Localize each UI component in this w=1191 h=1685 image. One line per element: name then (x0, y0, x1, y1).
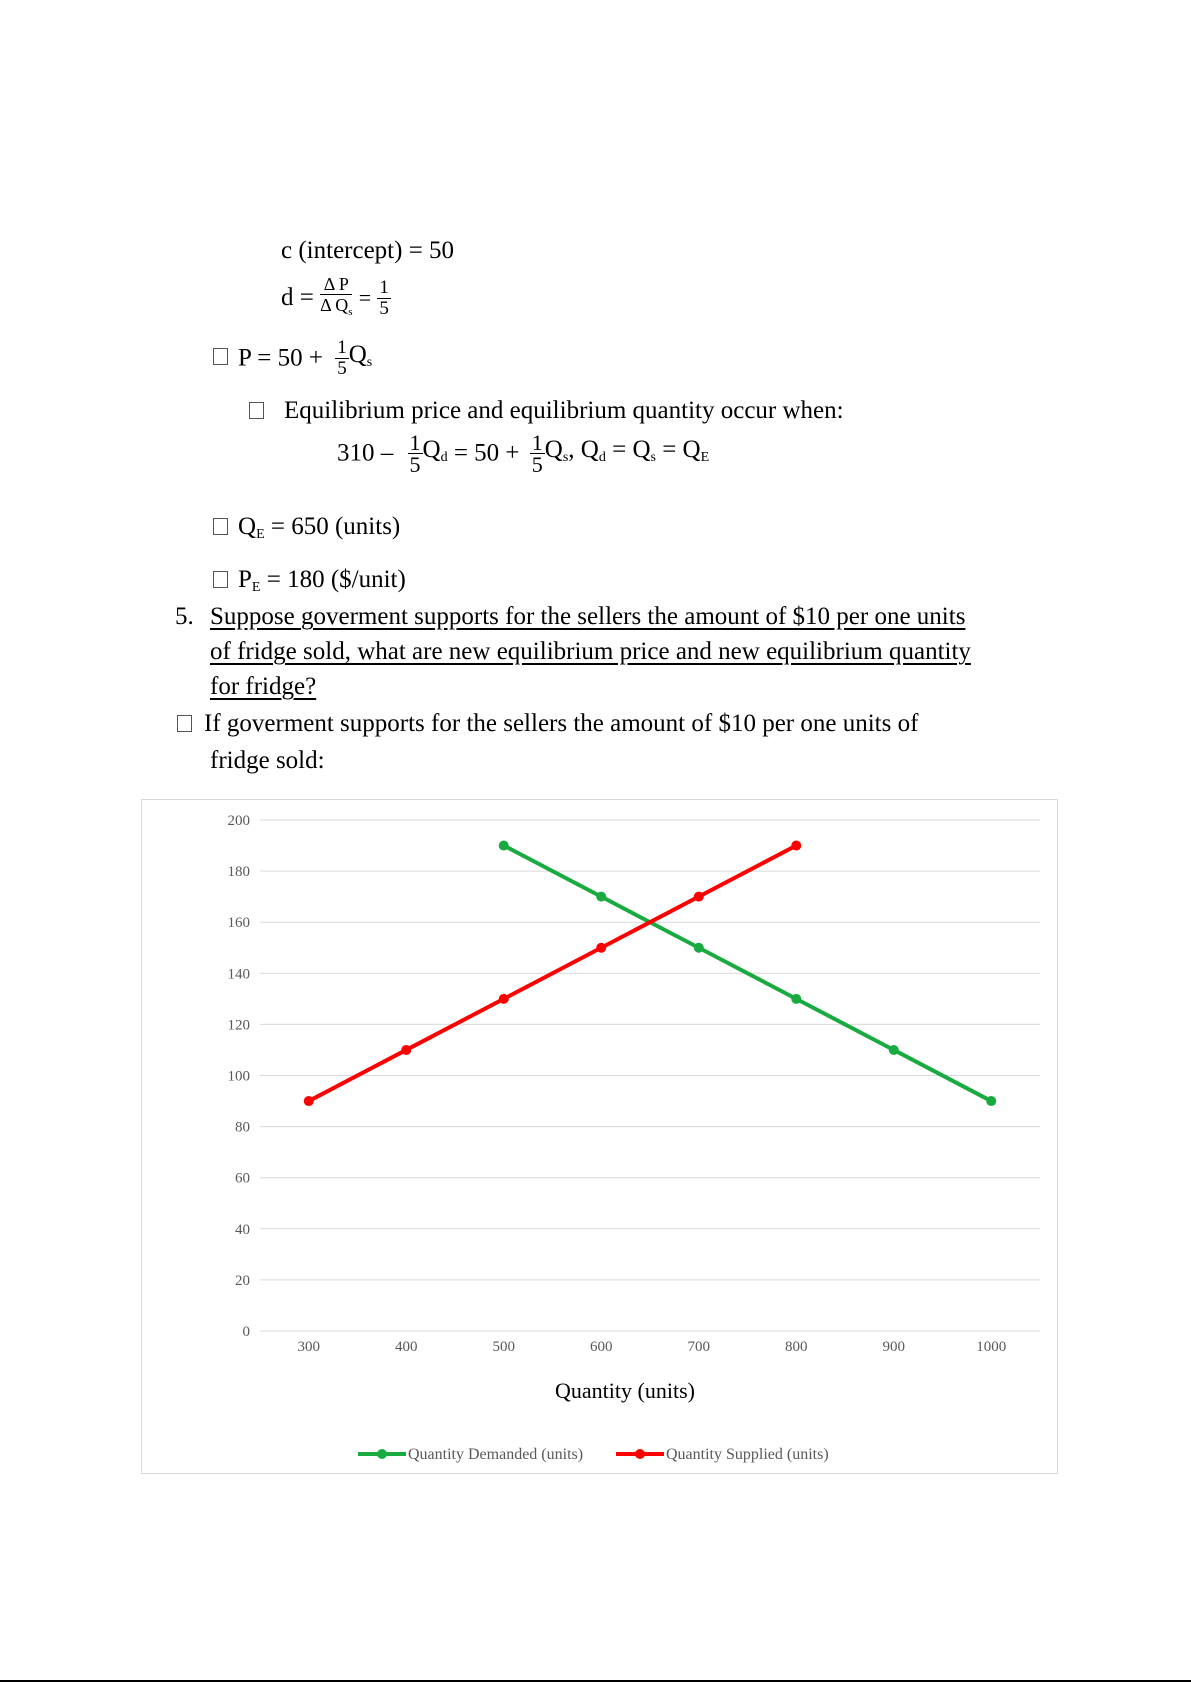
answer-line-1-text: If goverment supports for the sellers the amount of $10 per one units of (204, 710, 919, 737)
qd-sub: d (440, 449, 448, 465)
y-tick-label: 200 (227, 813, 250, 829)
numerator: 1 (531, 430, 543, 455)
y-tick-labels (228, 813, 251, 1340)
x-tick-label: 400 (395, 1339, 418, 1355)
x-tick-label: 700 (687, 1339, 710, 1355)
demand-point (986, 1096, 996, 1106)
x-axis-label: Quantity (units) (555, 1378, 695, 1403)
supply-point (401, 1045, 411, 1055)
y-tick-label: 0 (242, 1324, 250, 1340)
eq-tail-sub-e: E (700, 449, 710, 465)
page-bottom-rule (0, 1680, 1191, 1682)
numerator: 1 (337, 337, 347, 358)
p-line-lhs: P = 50 + (238, 344, 323, 372)
qd-text: Q (422, 435, 441, 463)
eq-tail-a: , Q (568, 435, 599, 463)
supply-point (694, 892, 704, 902)
qe-text: Q (238, 513, 257, 540)
checkbox-glyph-icon (213, 571, 228, 588)
delta-qs (320, 295, 352, 322)
x-tick-label: 800 (785, 1339, 808, 1355)
y-tick-label: 160 (227, 915, 250, 932)
answer-line-2: fridge sold: (210, 747, 325, 774)
question-line-1: Suppose goverment supports for the sellers the amount of $10 per one units (210, 603, 966, 630)
qs-text: Q (348, 340, 367, 368)
supply-point (499, 994, 509, 1004)
eq-tail-b: = Q (612, 435, 651, 463)
answer-line-1 (177, 709, 918, 739)
slope-line (281, 274, 391, 322)
x-tick-label: 900 (882, 1339, 905, 1355)
denominator: 5 (337, 358, 347, 379)
equilibrium-equation (337, 432, 709, 475)
y-tick-label: 80 (235, 1119, 250, 1136)
delta-p: Δ P (320, 274, 352, 295)
eq-qs-sub: s (562, 449, 569, 465)
y-tick-label: 140 (227, 966, 250, 983)
legend-swatch-marker (635, 1449, 645, 1459)
pe-sub: E (251, 580, 261, 595)
eq-mid: = 50 + (453, 439, 520, 467)
pe-line (213, 565, 406, 603)
demand-point (694, 943, 704, 953)
denominator: 5 (379, 297, 389, 319)
one-fifth-fraction (530, 432, 545, 475)
qd-term (423, 436, 448, 463)
equilibrium-intro-text: Equilibrium price and equilibrium quantity occur when: (284, 397, 844, 424)
checkbox-glyph-icon (249, 402, 264, 419)
qe-value: = 650 (units) (270, 513, 401, 540)
one-fifth-fraction (377, 278, 391, 319)
y-tick-label: 100 (227, 1068, 250, 1085)
supply-point (791, 841, 801, 851)
y-tick-label: 180 (227, 864, 250, 881)
grid-layer (260, 820, 1040, 1331)
checkbox-glyph-icon (177, 715, 192, 732)
pe-value: = 180 ($/unit) (266, 566, 406, 593)
supply-point (304, 1096, 314, 1106)
eq-tail (545, 436, 709, 463)
denominator: 5 (531, 452, 543, 477)
numerator: 1 (379, 276, 389, 298)
x-tick-labels (298, 1339, 1007, 1355)
eq-tail-sub-d: d (598, 449, 606, 465)
eq-tail-c: = Q (662, 435, 701, 463)
x-tick-label: 600 (590, 1339, 613, 1355)
qs-term (349, 341, 373, 368)
equilibrium-intro-line (249, 396, 844, 426)
checkbox-glyph-icon (213, 348, 228, 365)
one-fifth-fraction (408, 432, 423, 475)
question-number: 5. (175, 603, 194, 630)
one-fifth-fraction (335, 338, 349, 379)
intercept-line (281, 236, 454, 266)
y-tick-label: 40 (235, 1221, 250, 1238)
demand-point (791, 994, 801, 1004)
legend (358, 1446, 829, 1463)
numerator: 1 (409, 430, 421, 455)
y-tick-label: 20 (235, 1272, 250, 1289)
eq-qs-text: Q (544, 435, 563, 463)
demand-point (596, 892, 606, 902)
delta-qs-sub: s (348, 306, 353, 318)
denominator: 5 (409, 452, 421, 477)
delta-qs-text: Δ Q (320, 295, 349, 315)
qe-line (213, 512, 400, 550)
intercept-text: c (intercept) = 50 (281, 237, 455, 264)
eq-left: 310 – (337, 439, 394, 467)
chart-frame (141, 799, 1058, 1474)
delta-fraction (320, 274, 352, 322)
demand-point (499, 841, 509, 851)
legend-label: Quantity Demanded (units) (408, 1446, 584, 1463)
checkbox-glyph-icon (213, 518, 228, 535)
x-tick-label: 300 (297, 1339, 320, 1355)
legend-swatch-marker (377, 1449, 387, 1459)
qe-sub: E (256, 527, 265, 542)
pe-text: P (238, 566, 252, 593)
x-tick-label: 500 (492, 1339, 515, 1355)
price-supply-line (213, 338, 372, 379)
question-line-3: for fridge? (210, 673, 317, 700)
y-tick-label: 60 (235, 1170, 250, 1187)
y-tick-label: 120 (227, 1017, 250, 1034)
qs-sub: s (366, 354, 373, 370)
legend-label: Quantity Supplied (units) (666, 1446, 829, 1463)
supply-point (596, 943, 606, 953)
d-lhs: d = (281, 284, 314, 311)
x-tick-label: 1000 (976, 1339, 1007, 1355)
question-line-2: of fridge sold, what are new equilibrium price and new equilibrium quantity (210, 638, 971, 665)
eq-tail-sub-s: s (650, 449, 656, 465)
equals-sign: = (358, 285, 372, 310)
supply-demand-chart (142, 800, 1059, 1475)
demand-point (889, 1045, 899, 1055)
